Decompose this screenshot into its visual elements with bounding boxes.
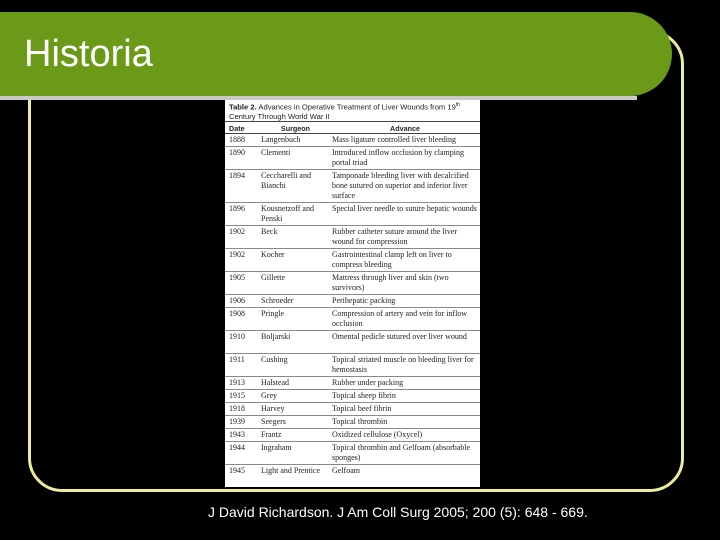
table-row xyxy=(225,442,480,465)
cell-date: 1888 xyxy=(229,135,245,144)
cell-surgeon: Cushing xyxy=(261,355,288,364)
table-caption-text-2: Century Through World War II xyxy=(229,111,330,121)
cell-advance: Rubber catheter suture around the liver wound for compression xyxy=(332,227,458,247)
cell-surgeon: Beck xyxy=(261,227,278,236)
cell-surgeon: Kocher xyxy=(261,250,285,259)
table-row xyxy=(225,147,480,170)
table-row xyxy=(225,354,480,377)
cell-advance: Introduced inflow occlusion by clamping portal triad xyxy=(332,148,464,168)
cell-advance: Perihepatic packing xyxy=(332,296,396,305)
cell-surgeon: Halstead xyxy=(261,378,289,387)
table-row xyxy=(225,226,480,249)
cell-surgeon: Gillette xyxy=(261,273,285,282)
cell-date: 1944 xyxy=(229,443,245,452)
header-advance: Advance xyxy=(390,124,420,133)
cell-surgeon: Frantz xyxy=(261,430,282,439)
cell-advance: Rubber under packing xyxy=(332,378,404,387)
cell-date: 1943 xyxy=(229,430,245,439)
cell-surgeon: Schroeder xyxy=(261,296,294,305)
cell-date: 1910 xyxy=(229,332,245,341)
table-row xyxy=(225,403,480,416)
cell-surgeon: Clementi xyxy=(261,148,291,157)
cell-advance: Omental pedicle sutured over liver wound xyxy=(332,332,467,341)
table-caption xyxy=(225,100,480,121)
cell-advance: Compression of artery and vein for inflow occlusion xyxy=(332,309,468,329)
cell-surgeon: Langenbuch xyxy=(261,135,301,144)
slide-title: Historia xyxy=(24,33,153,75)
cell-advance: Topical sheep fibrin xyxy=(332,391,396,400)
table-caption-label: Table 2. xyxy=(229,102,257,112)
cell-date: 1915 xyxy=(229,391,245,400)
cell-surgeon: Grey xyxy=(261,391,277,400)
cell-surgeon: Kousnetzoff and Penski xyxy=(261,204,314,224)
cell-advance: Special liver needle to suture hepatic wounds xyxy=(332,204,477,213)
table-row xyxy=(225,295,480,308)
history-table xyxy=(225,100,480,487)
cell-date: 1945 xyxy=(229,466,245,475)
table-header xyxy=(225,121,480,134)
cell-advance: Topical thrombin and Gelfoam (absorbable sponges) xyxy=(332,443,471,463)
cell-date: 1905 xyxy=(229,273,245,282)
cell-advance: Topical thrombin xyxy=(332,417,388,426)
cell-advance: Gastrointestinal clamp left on liver to compress bleeding xyxy=(332,250,452,270)
cell-advance: Topical beef fibrin xyxy=(332,404,392,413)
table-body xyxy=(225,134,480,488)
table-row xyxy=(225,170,480,203)
cell-date: 1911 xyxy=(229,355,245,364)
table-row xyxy=(225,390,480,403)
cell-surgeon: Pringle xyxy=(261,309,285,318)
cell-date: 1894 xyxy=(229,171,245,180)
cell-date: 1902 xyxy=(229,227,245,236)
cell-advance: Tamponade bleeding liver with decalcified bone sutured on superior and inferior liver surface xyxy=(332,171,469,201)
cell-date: 1939 xyxy=(229,417,245,426)
cell-date: 1908 xyxy=(229,309,245,318)
table-row xyxy=(225,377,480,390)
cell-date: 1913 xyxy=(229,378,245,387)
table-row xyxy=(225,308,480,331)
cell-advance: Topical striated muscle on bleeding liver for hemostasis xyxy=(332,355,474,375)
cell-date: 1906 xyxy=(229,296,245,305)
cell-surgeon: Harvey xyxy=(261,404,285,413)
cell-advance: Gelfoam xyxy=(332,466,360,475)
header-date: Date xyxy=(229,124,245,133)
table-row xyxy=(225,134,480,147)
table-row xyxy=(225,416,480,429)
table-caption-superscript: th xyxy=(455,102,460,108)
cell-surgeon: Boljarski xyxy=(261,332,291,341)
table-row xyxy=(225,272,480,295)
cell-date: 1918 xyxy=(229,404,245,413)
cell-advance: Oxidized cellulose (Oxycel) xyxy=(332,430,423,439)
cell-advance: Mattress through liver and skin (two survivors) xyxy=(332,273,449,293)
table-row xyxy=(225,203,480,226)
table-row xyxy=(225,465,480,488)
cell-surgeon: Seegers xyxy=(261,417,286,426)
citation: J David Richardson. J Am Coll Surg 2005; 200 (5): 648 - 669. xyxy=(208,504,588,520)
cell-date: 1902 xyxy=(229,250,245,259)
cell-surgeon: Light and Prentice xyxy=(261,466,321,475)
cell-surgeon: Ingraham xyxy=(261,443,292,452)
cell-surgeon: Ceccharelli and Bianchi xyxy=(261,171,311,191)
table-caption-text: Advances in Operative Treatment of Liver Wounds from 19 xyxy=(258,102,456,112)
cell-date: 1890 xyxy=(229,148,245,157)
header-surgeon: Surgeon xyxy=(280,124,311,133)
table-row xyxy=(225,331,480,354)
table-row xyxy=(225,429,480,442)
cell-advance: Mass ligature controlled liver bleeding xyxy=(332,135,456,144)
table-row xyxy=(225,249,480,272)
cell-date: 1896 xyxy=(229,204,245,213)
